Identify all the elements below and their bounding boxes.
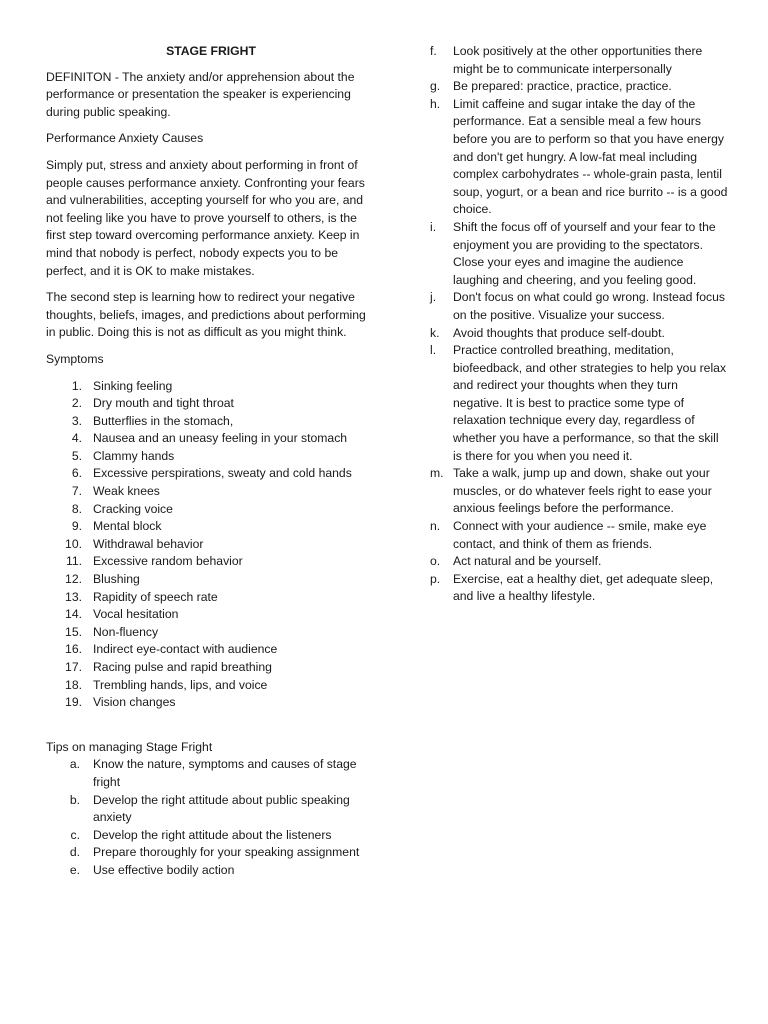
list-item-text: Trembling hands, lips, and voice — [93, 677, 268, 692]
symptom-item — [46, 483, 376, 501]
list-item-text: Vocal hesitation — [93, 607, 179, 622]
list-marker: 18. — [65, 677, 82, 692]
tip-item — [430, 553, 730, 571]
list-marker: 4. — [71, 431, 82, 446]
list-marker: 12. — [65, 572, 82, 587]
tip-item — [430, 325, 730, 343]
tip-item — [430, 96, 730, 219]
list-item-text: Avoid thoughts that produce self-doubt. — [453, 325, 665, 340]
symptom-item — [46, 465, 376, 483]
symptoms-list — [46, 378, 376, 712]
list-item-text: Non-fluency — [93, 624, 159, 639]
list-marker: 1. — [71, 378, 82, 393]
list-marker: c. — [70, 827, 80, 842]
symptom-item — [46, 413, 376, 431]
list-item-text: Rapidity of speech rate — [93, 589, 218, 604]
symptom-item — [46, 430, 376, 448]
list-marker: 9. — [71, 519, 82, 534]
symptom-item — [46, 624, 376, 642]
list-marker: d. — [69, 845, 80, 860]
list-item-text: Take a walk, jump up and down, shake out your muscles, or do whatever feels right to ease your anxious feelings before the performance. — [453, 466, 712, 516]
list-item-text: Prepare thoroughly for your speaking assignment — [93, 845, 360, 860]
tips-heading: Tips on managing Stage Fright — [46, 739, 213, 754]
symptom-item — [46, 395, 376, 413]
right-column — [430, 43, 730, 606]
list-item-text: Develop the right attitude about the listeners — [93, 827, 332, 842]
list-item-text: Racing pulse and rapid breathing — [93, 660, 272, 674]
list-item-text: Know the nature, symptoms and causes of stage fright — [93, 757, 357, 789]
tip-item — [430, 518, 730, 553]
list-item-text: Dry mouth and tight throat — [93, 396, 234, 411]
list-marker: a. — [69, 757, 80, 772]
list-item-text: Look positively at the other opportunities there might be to communicate interpersonally — [453, 44, 703, 76]
list-item-text: Shift the focus off of yourself and your fear to the enjoyment you are providing to the spectators. Close your eyes and imagine the audience laughing and cheering, and you feeling good. — [453, 219, 716, 287]
left-column — [46, 43, 376, 880]
list-item-text: Withdrawal behavior — [93, 536, 204, 551]
list-marker: 13. — [65, 589, 82, 604]
list-marker: n. — [430, 519, 441, 534]
list-item-text: Cracking voice — [93, 501, 173, 516]
symptom-item — [46, 571, 376, 589]
list-item-text: Limit caffeine and sugar intake the day of the performance. Eat a sensible meal a few hours before you are to perform so that you have energy and don't get hungry. A low-fat meal including complex carbohydrates -- whole-grain pasta, lentil soup, yogurt, or a bean and rice burrito -- is a good choice. — [453, 96, 728, 217]
symptom-item — [46, 659, 376, 677]
tips-list-right — [430, 43, 730, 606]
list-item-text: Practice controlled breathing, meditation, biofeedback, and other strategies to help you relax and redirect your thoughts when they turn negative. It is best to practice some type of relaxation technique every day, regardless of whether you have a performance, so that the skill is there for you when you need it. — [453, 343, 727, 463]
list-item-text: Don't focus on what could go wrong. Instead focus on the positive. Visualize your success. — [453, 290, 725, 322]
causes-paragraph-2: The second step is learning how to redirect your negative thoughts, beliefs, images, and predictions about performing in public. Doing this is not as difficult as you might think. — [46, 290, 366, 340]
symptom-item — [46, 518, 376, 536]
list-marker: 2. — [71, 396, 82, 411]
symptoms-heading: Symptoms — [46, 351, 104, 366]
list-item-text: Clammy hands — [93, 448, 175, 463]
list-item-text: Blushing — [93, 572, 140, 587]
tip-item — [430, 465, 730, 518]
section-spacer — [46, 712, 376, 739]
definition-paragraph: DEFINITON - The anxiety and/or apprehension about the performance or presentation the speaker is experiencing during public speaking. — [46, 69, 355, 119]
list-marker: f. — [430, 44, 437, 58]
list-item-text: Use effective bodily action — [93, 862, 235, 877]
list-marker: 19. — [65, 695, 82, 710]
list-marker: 11. — [65, 554, 82, 569]
causes-paragraph-1: Simply put, stress and anxiety about performing in front of people causes performance anxiety. Confronting your fears and vulnerabilities, accepting yourself for who you are, and not feeling like you have to prove yourself to others, is the first step toward overcoming performance anxiety. Keep in mind that nobody is perfect, nobody expects you to be perfect, and it is OK to make mistakes. — [46, 157, 365, 278]
list-item-text: Exercise, eat a healthy diet, get adequate sleep, and live a healthy lifestyle. — [453, 571, 714, 604]
list-marker: 15. — [65, 624, 82, 639]
list-marker: i. — [430, 219, 437, 234]
list-marker: j. — [430, 290, 437, 305]
list-marker: p. — [430, 571, 441, 586]
tip-item — [46, 844, 376, 862]
tip-item — [46, 756, 376, 791]
symptom-item — [46, 536, 376, 554]
list-item-text: Act natural and be yourself. — [453, 554, 602, 569]
tip-item — [46, 792, 376, 827]
tip-item — [430, 78, 730, 96]
symptom-item — [46, 694, 376, 712]
symptom-item — [46, 589, 376, 607]
list-item-text: Excessive random behavior — [93, 554, 243, 569]
list-item-text: Develop the right attitude about public speaking anxiety — [93, 792, 350, 825]
list-item-text: Weak knees — [93, 484, 160, 499]
list-marker: 3. — [71, 413, 82, 428]
list-marker: 8. — [71, 501, 82, 516]
list-marker: k. — [430, 325, 440, 340]
tips-list-left — [46, 756, 376, 879]
list-item-text: Be prepared: practice, practice, practice. — [453, 79, 672, 94]
list-item-text: Vision changes — [93, 695, 176, 710]
list-marker: 14. — [65, 607, 82, 622]
symptom-item — [46, 448, 376, 466]
list-marker: o. — [430, 554, 441, 569]
list-item-text: Mental block — [93, 519, 162, 534]
tip-item — [430, 43, 730, 78]
tip-item — [430, 289, 730, 324]
symptom-item — [46, 677, 376, 695]
document-title: STAGE FRIGHT — [166, 44, 256, 58]
tip-item — [430, 342, 730, 465]
symptom-item — [46, 641, 376, 659]
list-item-text: Indirect eye-contact with audience — [93, 642, 278, 657]
list-marker: l. — [430, 343, 437, 358]
tip-item — [46, 862, 376, 880]
list-marker: 5. — [71, 448, 82, 463]
list-marker: b. — [69, 792, 80, 807]
symptom-item — [46, 501, 376, 519]
list-marker: 16. — [65, 642, 82, 657]
list-marker: 10. — [65, 536, 82, 551]
list-marker: g. — [430, 79, 441, 94]
list-marker: h. — [430, 96, 441, 111]
list-item-text: Excessive perspirations, sweaty and cold hands — [93, 466, 352, 481]
list-marker: 7. — [71, 484, 82, 499]
list-item-text: Nausea and an uneasy feeling in your stomach — [93, 431, 348, 446]
symptom-item — [46, 606, 376, 624]
list-item-text: Butterflies in the stomach, — [93, 413, 234, 428]
list-marker: 6. — [71, 466, 82, 481]
list-marker: 17. — [65, 660, 82, 674]
symptom-item — [46, 378, 376, 396]
tip-item — [430, 571, 730, 606]
tip-item — [46, 827, 376, 845]
list-item-text: Sinking feeling — [93, 378, 173, 393]
causes-heading: Performance Anxiety Causes — [46, 131, 204, 146]
list-marker: m. — [430, 466, 444, 481]
list-marker: e. — [69, 862, 80, 877]
tip-item — [430, 219, 730, 289]
symptom-item — [46, 553, 376, 571]
list-item-text: Connect with your audience -- smile, make eye contact, and think of them as friends. — [453, 519, 707, 551]
